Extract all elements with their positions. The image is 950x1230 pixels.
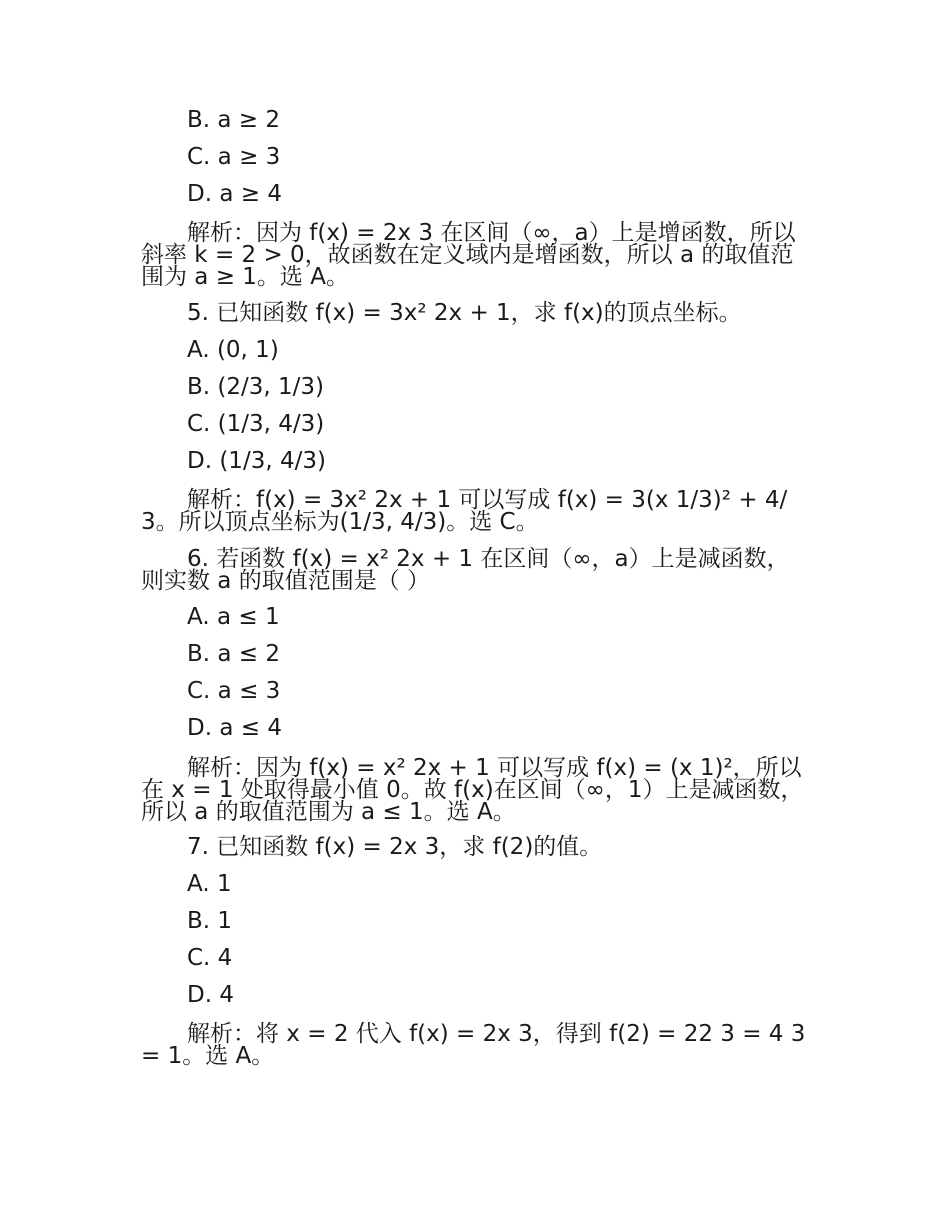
q5-option-c: C. (1/3, 4/3) [187, 411, 325, 437]
q4-option-d: D. a ≥ 4 [187, 181, 282, 207]
q7-option-c: C. 4 [187, 945, 233, 971]
q6-stem: 6. 若函数 f(x) = x² 2x + 1 在区间（∞，a）上是减函数，则实数 a 的取值范围是（ ） [141, 546, 790, 594]
q6-explanation: 解析：因为 f(x) = x² 2x + 1 可以写成 f(x) = (x 1)²，所以在 x = 1 处取得最小值 0。故 f(x)在区间（∞，1）上是减函数，所以 a 的取值范围为 a ≤ 1。选 A。 [141, 755, 804, 825]
q5-stem: 5. 已知函数 f(x) = 3x² 2x + 1，求 f(x)的顶点坐标。 [187, 300, 742, 326]
q7-option-b: B. 1 [187, 908, 233, 934]
q6-option-a: A. a ≤ 1 [187, 604, 280, 630]
q6-option-b: B. a ≤ 2 [187, 641, 281, 667]
q4-option-b: B. a ≥ 2 [187, 107, 281, 133]
q7-option-a: A. 1 [187, 871, 232, 897]
q5-option-b: B. (2/3, 1/3) [187, 374, 325, 400]
q5-option-d: D. (1/3, 4/3) [187, 448, 326, 474]
q5-explanation: 解析：f(x) = 3x² 2x + 1 可以写成 f(x) = 3(x 1/3)² + 4/3。所以顶点坐标为(1/3, 4/3)。选 C。 [141, 487, 788, 535]
q5-option-a: A. (0, 1) [187, 337, 279, 363]
q7-stem: 7. 已知函数 f(x) = 2x 3，求 f(2)的值。 [187, 834, 603, 860]
q6-option-d: D. a ≤ 4 [187, 715, 282, 741]
q7-explanation: 解析：将 x = 2 代入 f(x) = 2x 3，得到 f(2) = 22 3 = 4 3 = 1。选 A。 [141, 1021, 806, 1069]
q7-option-d: D. 4 [187, 982, 234, 1008]
q4-option-c: C. a ≥ 3 [187, 144, 281, 170]
q6-option-c: C. a ≤ 3 [187, 678, 281, 704]
q4-explanation: 解析：因为 f(x) = 2x 3 在区间（∞，a）上是增函数，所以斜率 k = 2 > 0，故函数在定义域内是增函数，所以 a 的取值范围为 a ≥ 1。选 A。 [141, 220, 796, 290]
